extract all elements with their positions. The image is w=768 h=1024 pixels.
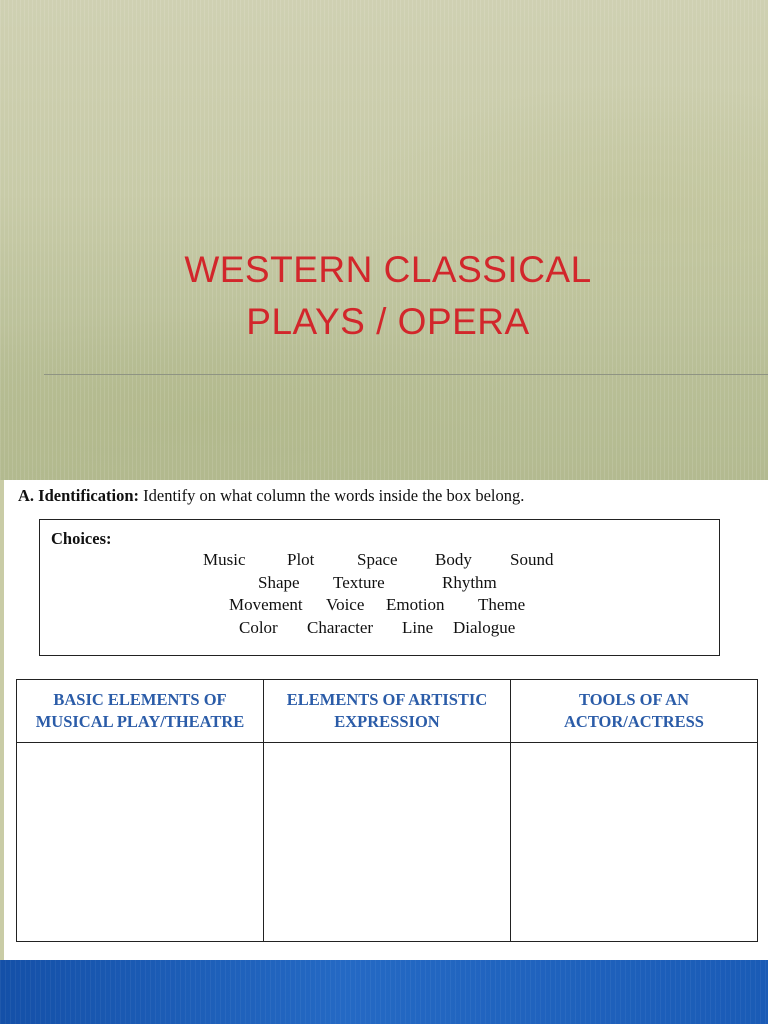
choice-word: Shape bbox=[258, 573, 300, 592]
column-header-line: ELEMENTS OF ARTISTIC bbox=[286, 690, 488, 709]
column-header-line: MUSICAL PLAY/THEATRE bbox=[35, 712, 245, 731]
slide-title-line-1: WESTERN CLASSICAL bbox=[184, 249, 592, 290]
instruction-label: A. Identification: bbox=[18, 486, 139, 505]
column-header-line: TOOLS OF AN bbox=[578, 690, 690, 709]
column-header-actor-tools bbox=[511, 680, 758, 743]
column-header-line: BASIC ELEMENTS OF bbox=[53, 690, 227, 709]
choice-word: Dialogue bbox=[453, 618, 516, 637]
table-row bbox=[17, 743, 758, 942]
choice-word: Line bbox=[402, 618, 434, 637]
slide-title-area bbox=[0, 0, 768, 480]
choice-word: Color bbox=[239, 618, 278, 637]
choice-word: Sound bbox=[510, 550, 554, 569]
choice-row bbox=[40, 573, 719, 595]
bottom-band bbox=[0, 960, 768, 1024]
choice-word: Texture bbox=[333, 573, 385, 592]
title-divider bbox=[44, 374, 768, 375]
choice-word: Music bbox=[203, 550, 246, 569]
answer-cell-artistic-expression[interactable] bbox=[264, 743, 511, 942]
choices-box bbox=[39, 519, 720, 656]
choice-word: Voice bbox=[326, 595, 365, 614]
choice-word: Space bbox=[357, 550, 398, 569]
choice-word: Plot bbox=[287, 550, 315, 569]
choice-word: Theme bbox=[478, 595, 526, 614]
column-header-basic-elements bbox=[17, 680, 264, 743]
choice-word: Body bbox=[435, 550, 472, 569]
choice-word: Emotion bbox=[386, 595, 445, 614]
worksheet-panel bbox=[4, 480, 768, 962]
column-header-line: EXPRESSION bbox=[334, 712, 440, 731]
choice-word: Character bbox=[307, 618, 374, 637]
slide-title-line-2: PLAYS / OPERA bbox=[246, 301, 530, 342]
choice-word: Movement bbox=[229, 595, 303, 614]
slide-title bbox=[0, 244, 768, 348]
answer-table bbox=[16, 679, 758, 942]
answer-cell-actor-tools[interactable] bbox=[511, 743, 758, 942]
choices-heading: Choices: bbox=[51, 529, 112, 548]
choice-word: Rhythm bbox=[442, 573, 497, 592]
column-header-artistic-expression bbox=[264, 680, 511, 743]
instruction bbox=[18, 486, 524, 506]
choice-row bbox=[40, 550, 719, 572]
choice-row bbox=[40, 595, 719, 617]
choice-row bbox=[40, 618, 719, 640]
table-header-row bbox=[17, 680, 758, 743]
answer-cell-basic-elements[interactable] bbox=[17, 743, 264, 942]
column-header-line: ACTOR/ACTRESS bbox=[564, 712, 704, 731]
instruction-text: Identify on what column the words inside the box belong. bbox=[139, 486, 525, 505]
